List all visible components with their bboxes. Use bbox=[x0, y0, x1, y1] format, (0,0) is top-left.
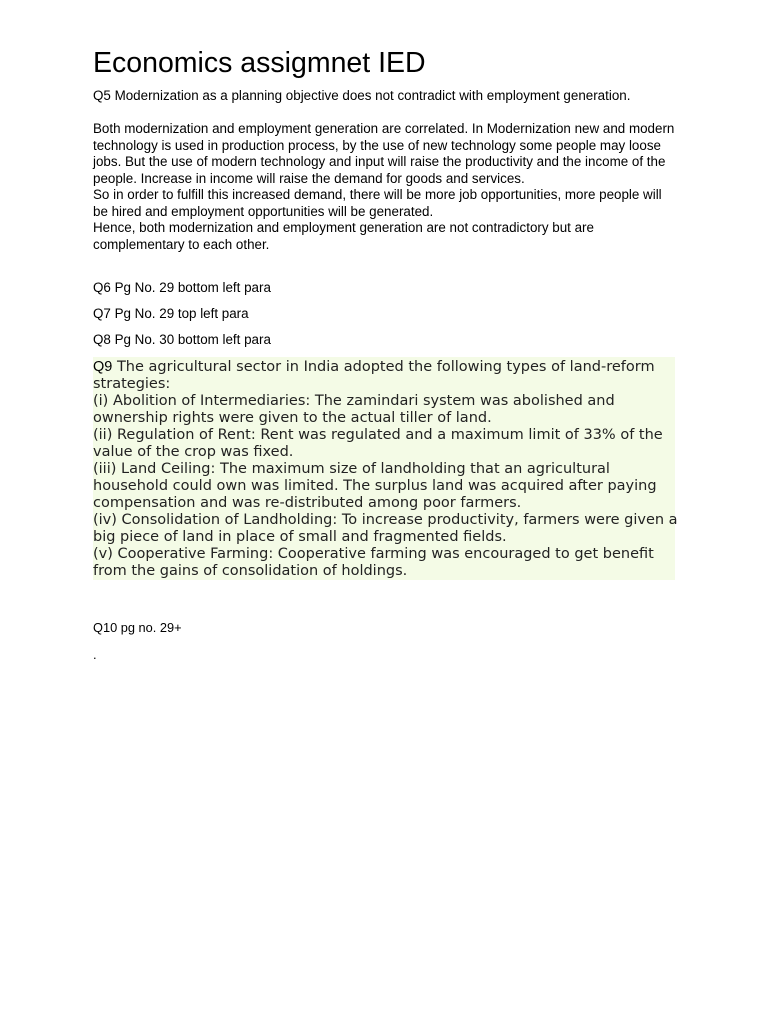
q5-question: Q5 Modernization as a planning objective does not contradict with employment generation. bbox=[93, 88, 631, 103]
q9-answer bbox=[93, 359, 683, 580]
q9-point-3: (iii) Land Ceiling: The maximum size of landholding that an agricultural household could own was limited. The surplus land was acquired after paying compensation and was re-distributed among poor farmers. bbox=[93, 461, 657, 511]
q9-intro-paragraph bbox=[93, 359, 683, 393]
q6-line: Q6 Pg No. 29 bottom left para bbox=[93, 280, 271, 295]
trailing-mark: . bbox=[93, 646, 97, 662]
document-title: Economics assigmnet IED bbox=[93, 47, 426, 79]
q5-answer-paragraph-3: Hence, both modernization and employment generation are not contradictory but are complementary to each other. bbox=[93, 220, 594, 252]
q9-point-1: (i) Abolition of Intermediaries: The zamindari system was abolished and ownership rights were given to the actual tiller of land. bbox=[93, 393, 615, 426]
q5-answer-paragraph-1: Both modernization and employment generation are correlated. In Modernization new and modern technology is used in production process, by the use of new technology some people may loose jobs. But the use of modern technology and input will raise the productivity and the income of the people. Increase in income will raise the demand for goods and services. bbox=[93, 121, 675, 186]
q5-answer bbox=[93, 121, 678, 253]
q9-point-2: (ii) Regulation of Rent: Rent was regulated and a maximum limit of 33% of the value of the crop was fixed. bbox=[93, 427, 663, 460]
q5-answer-paragraph-2: So in order to fulfill this increased demand, there will be more job opportunities, more people will be hired and employment opportunities will be generated. bbox=[93, 187, 662, 219]
q9-intro: The agricultural sector in India adopted the following types of land-reform strategies: bbox=[93, 359, 655, 392]
q9-point-5: (v) Cooperative Farming: Cooperative farming was encouraged to get benefit from the gains of consolidation of holdings. bbox=[93, 546, 654, 579]
q10-line: Q10 pg no. 29+ bbox=[93, 619, 182, 635]
q9-number: Q9 bbox=[93, 359, 113, 375]
q7-line: Q7 Pg No. 29 top left para bbox=[93, 306, 249, 321]
q8-line: Q8 Pg No. 30 bottom left para bbox=[93, 332, 271, 347]
q9-point-4: (iv) Consolidation of Landholding: To increase productivity, farmers were given a big piece of land in place of small and fragmented fields. bbox=[93, 512, 678, 545]
